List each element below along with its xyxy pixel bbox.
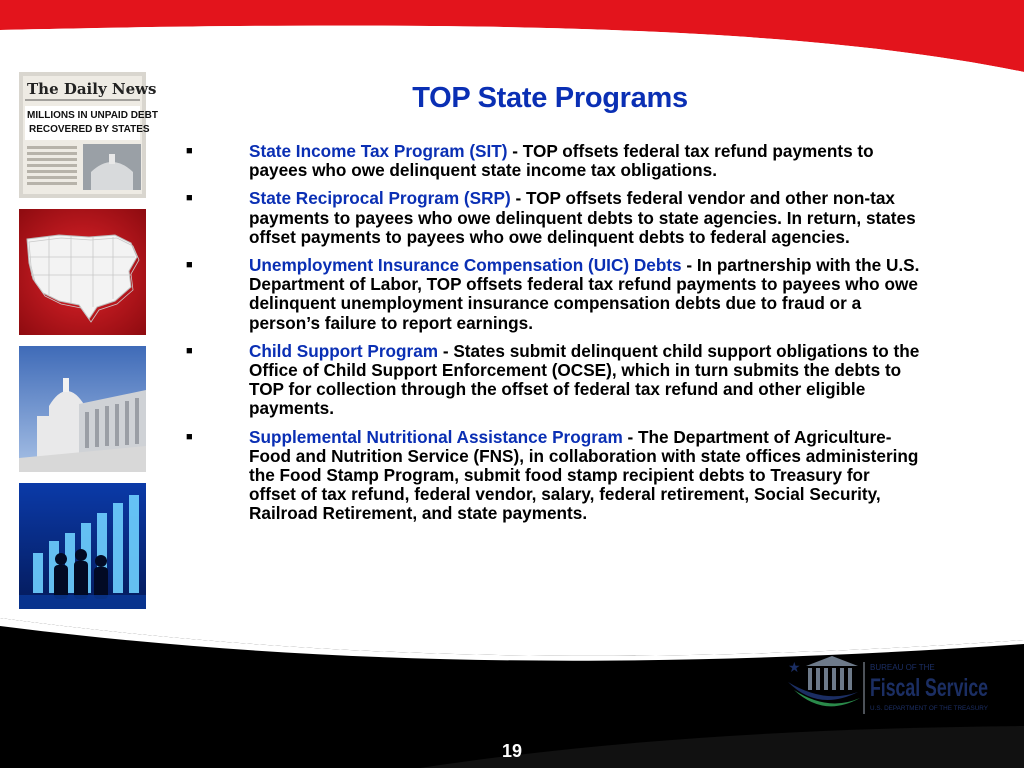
newspaper-masthead: The Daily News	[27, 80, 157, 98]
logo-line1: BUREAU OF THE	[870, 663, 935, 672]
capitol-building-image	[19, 346, 146, 472]
list-item	[180, 428, 920, 524]
page-number: 19	[501, 741, 523, 761]
bullet-marker: ■	[186, 145, 193, 157]
svg-text:RECOVERED BY STATES: RECOVERED BY STATES	[29, 124, 150, 135]
bullet-marker: ■	[186, 344, 193, 357]
treasury-building-icon	[806, 656, 858, 690]
program-description: - States submit delinquent child support obligations to the Office of Child Support Enforcement (OCSE), which in turn submits the debts to TOP for collection through the offset of federal tax refund and other eligible payments.	[249, 340, 920, 419]
list-item	[180, 256, 920, 333]
list-item	[180, 342, 920, 419]
logo-line2: Fiscal Service	[870, 674, 989, 702]
program-name: State Reciprocal Program (SRP)	[249, 188, 511, 209]
program-description: - TOP offsets federal vendor and other non-tax payments to payees who owe delinquent debts to state agencies. In return, states offset payments to payees who owe delinquent debts to federal agencies.	[249, 188, 916, 247]
program-name: Child Support Program	[249, 340, 439, 361]
list-item	[180, 189, 920, 247]
program-description: - TOP offsets federal tax refund payments to payees who owe delinquent state income tax obligations.	[249, 141, 874, 181]
bullet-marker: ■	[186, 192, 193, 205]
svg-text:MILLIONS IN UNPAID DEBT: MILLIONS IN UNPAID DEBT	[27, 110, 158, 121]
bullet-marker: ■	[186, 259, 193, 272]
svg-text:★: ★	[788, 660, 801, 676]
header-banner	[0, 0, 1024, 90]
newspaper-image	[19, 72, 158, 198]
program-name: State Income Tax Program (SIT)	[249, 141, 508, 161]
business-chart-image	[19, 483, 146, 609]
program-description: - In partnership with the U.S. Department of Labor, TOP offsets federal tax refund payments to payees who owe delinquent unemployment insurance compensation debts due to fraud or a person’s failure to report earnings.	[249, 255, 920, 333]
list-item	[180, 142, 920, 180]
program-description: - The Department of Agriculture-Food and Nutrition Service (FNS), in collaboration with state offices administering the Food Stamp Program, submit food stamp recipient debts to Treasury for offset of tax refund, federal vendor, salary, federal retirement, Social Security, Railroad Retirement, and state payments.	[249, 426, 919, 524]
bullet-marker: ■	[186, 430, 193, 443]
program-name: Unemployment Insurance Compensation (UIC) Debts	[249, 255, 682, 276]
logo-line3: U.S. DEPARTMENT OF THE TREASURY	[870, 706, 988, 712]
us-map-image	[19, 209, 146, 335]
slide-title: TOP State Programs	[412, 82, 688, 114]
program-list	[180, 142, 920, 533]
program-name: Supplemental Nutritional Assistance Program	[249, 426, 623, 447]
fiscal-service-logo	[784, 652, 994, 722]
